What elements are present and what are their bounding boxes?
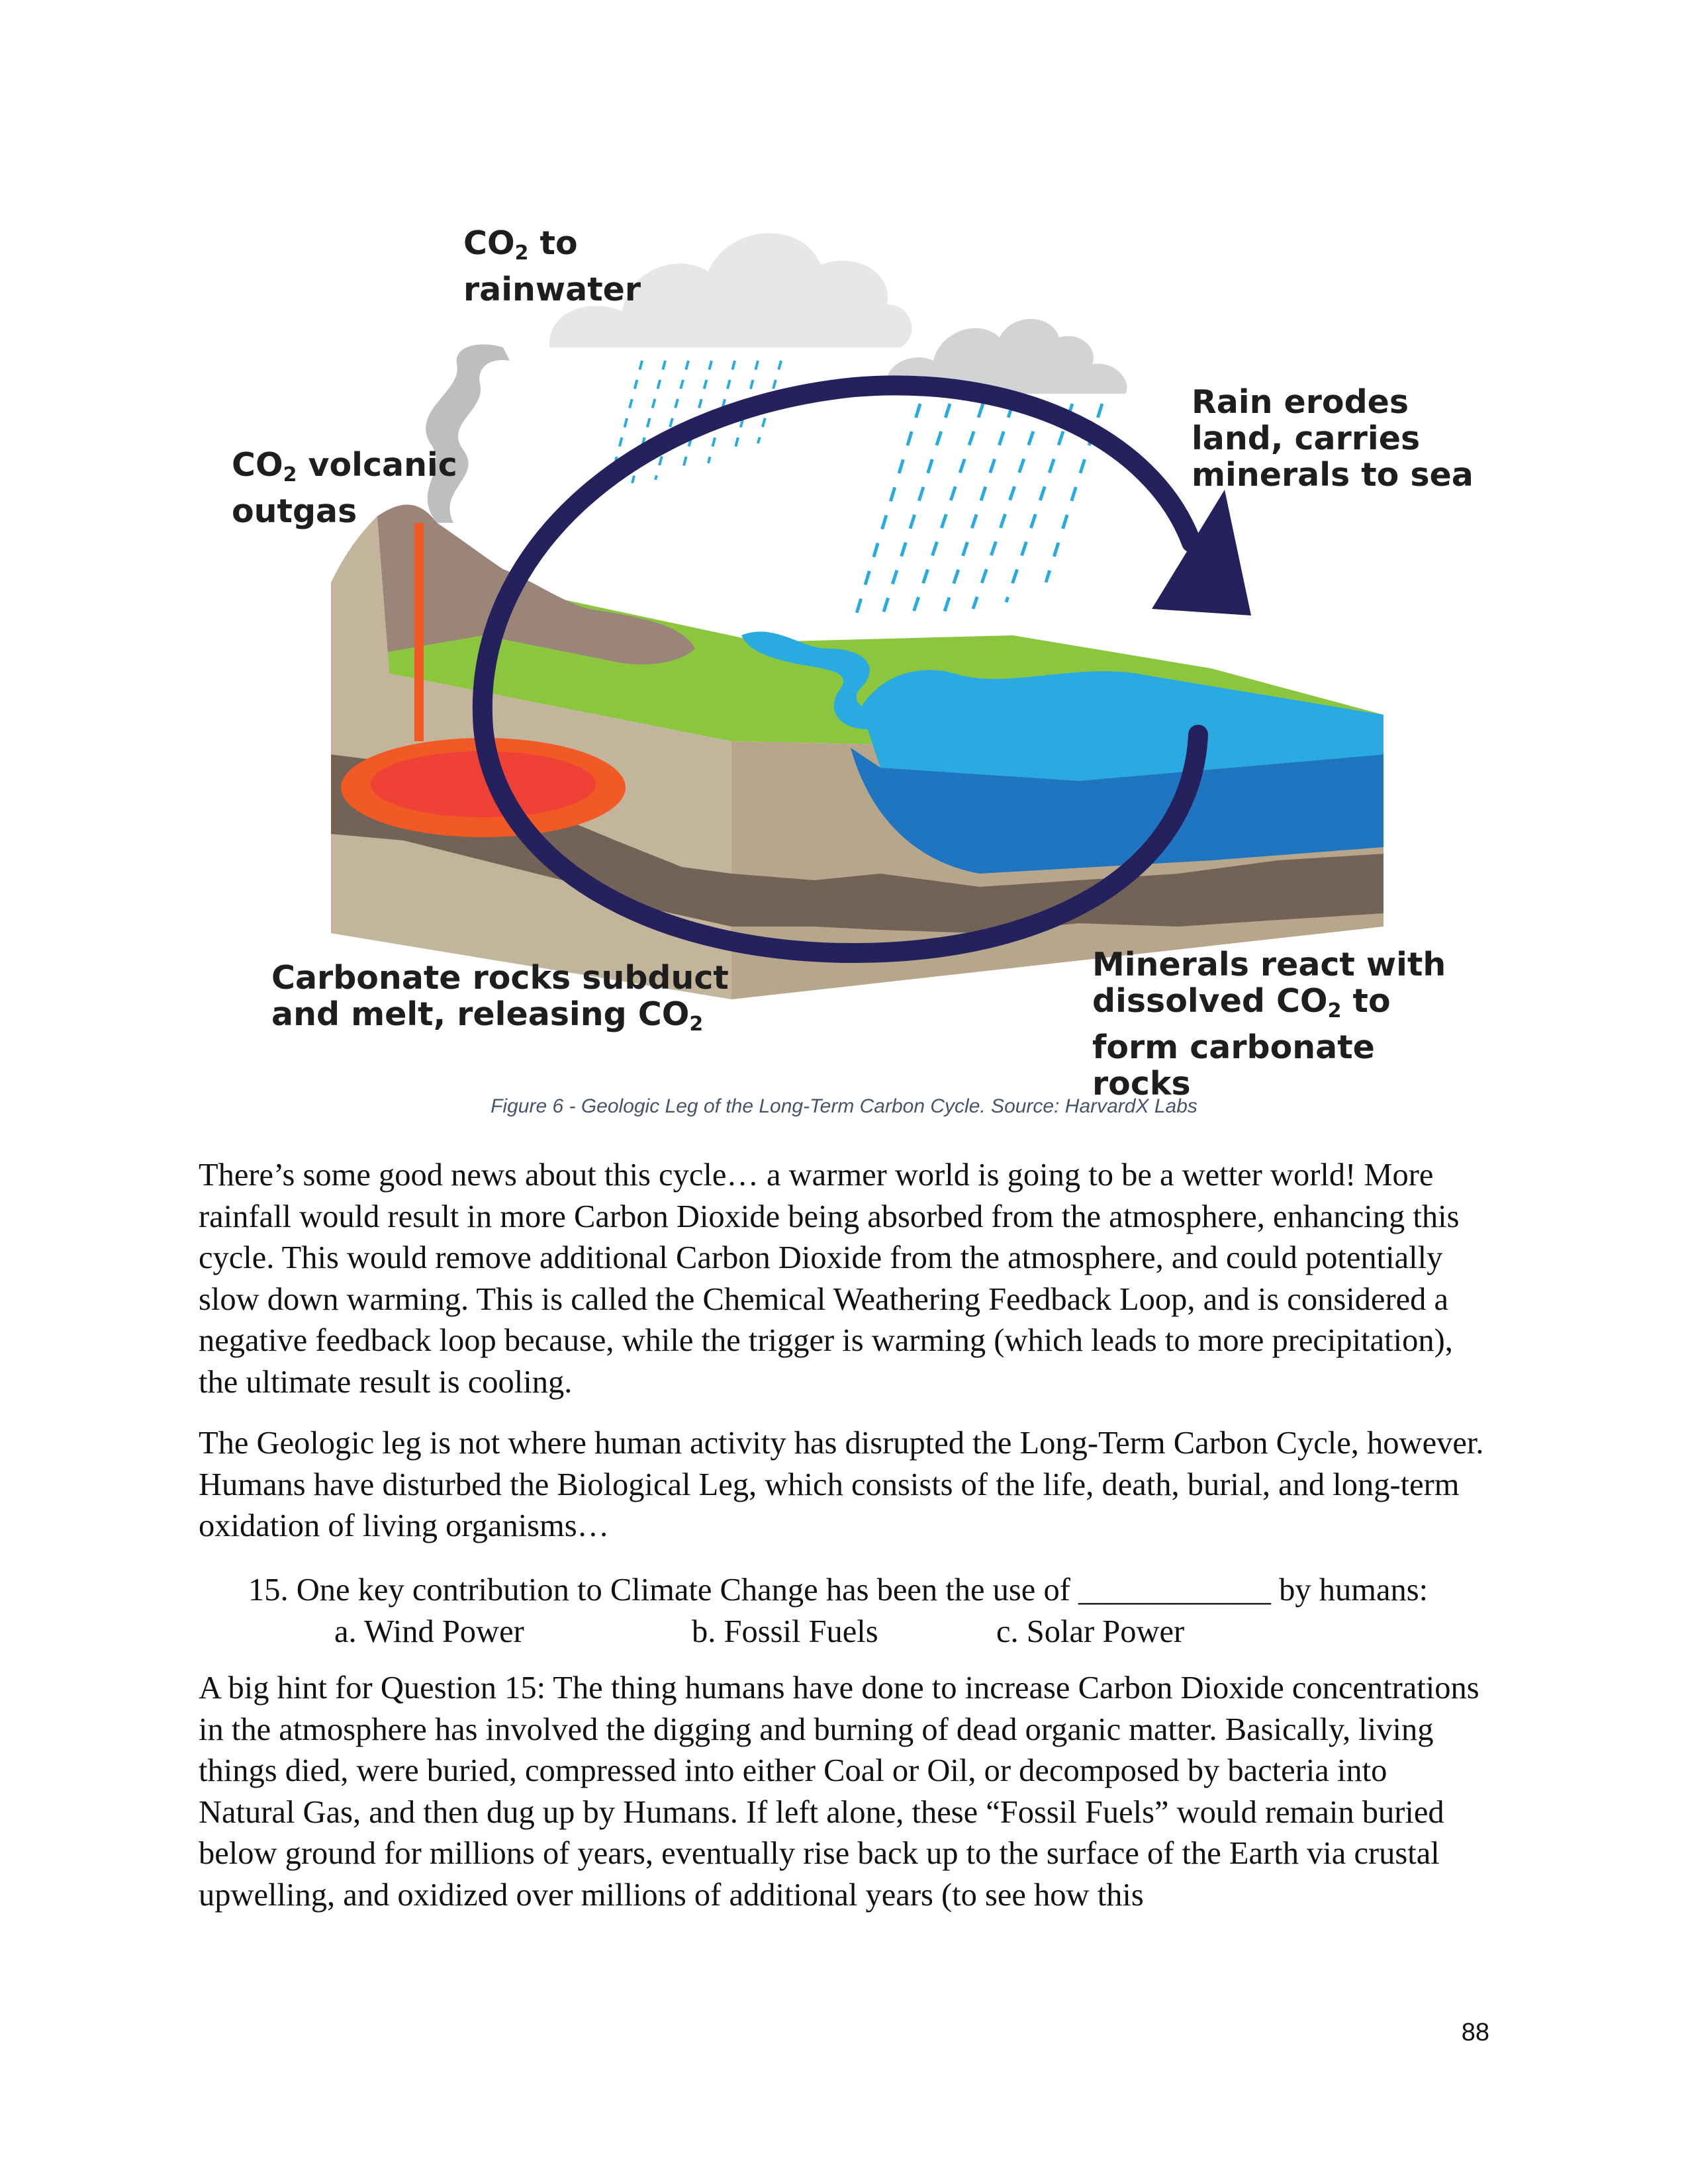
paragraph-chemical-weathering: There’s some good news about this cycle… a warmer world is going to be a wetter world! More rainfall would result in more Carbon Dioxide being absorbed from the atmosphere, enhancing this cycle. This would remove additional Carbon Dioxide from the atmosphere, and could potentially slow down warming. This is called the Chemical Weathering Feedback Loop, and is considered a negative feedback loop because, while the trigger is warming (which leads to more precipitation), the ultimate result is cooling. — [199, 1158, 1460, 1400]
label-minerals-react: Minerals react with dissolved $CO_2$ to form carbonate rocks — [1092, 946, 1446, 1103]
paragraph-hint-question-15: A big hint for Question 15: The thing humans have done to increase Carbon Dioxide concentrations in the atmosphere has involved the digging and burning of dead organic matter. Basically, living things died, were buried, compressed into either Coal or Oil, or decomposed by bacteria into Natural Gas, and then dug up by Humans. If left alone, these “Fossil Fuels” would remain buried below ground for millions of years, eventually rise back up to the surface of the Earth via crustal upwelling, and oxidized over millions of additional years (to see how this — [199, 1670, 1479, 1913]
label-rain-erodes: Rain erodes land, carries minerals to sea — [1192, 383, 1474, 494]
paragraph-geologic-leg: The Geologic leg is not where human activity has disrupted the Long-Term Carbon Cycle, however. Humans have disturbed the Biological Leg, which consists of the life, death, burial, and long-term oxidation of living organisms… — [199, 1426, 1484, 1543]
label-volcanic-outgas: $CO_2$ volcanic outgas — [232, 446, 457, 530]
figure-caption: Figure 6 - Geologic Leg of the Long-Term Carbon Cycle. Source: HarvardX Labs — [491, 1095, 1197, 1117]
carbon-cycle-figure — [218, 212, 1476, 1103]
question-15-option-b: b. Fossil Fuels — [692, 1614, 878, 1649]
label-co2-to-rainwater: $CO_2$ to rainwater — [463, 224, 641, 308]
question-15-stem: 15. One key contribution to Climate Change has been the use of ____________ by humans: — [248, 1572, 1429, 1608]
question-15-option-a: a. Wind Power — [334, 1614, 524, 1649]
label-carbonate-subduct: Carbonate rocks subduct and melt, releasing $CO_2$ — [271, 959, 729, 1036]
page-number: 88 — [1461, 2019, 1489, 2046]
question-15-option-c: c. Solar Power — [996, 1614, 1185, 1649]
rain-right — [854, 404, 1102, 622]
